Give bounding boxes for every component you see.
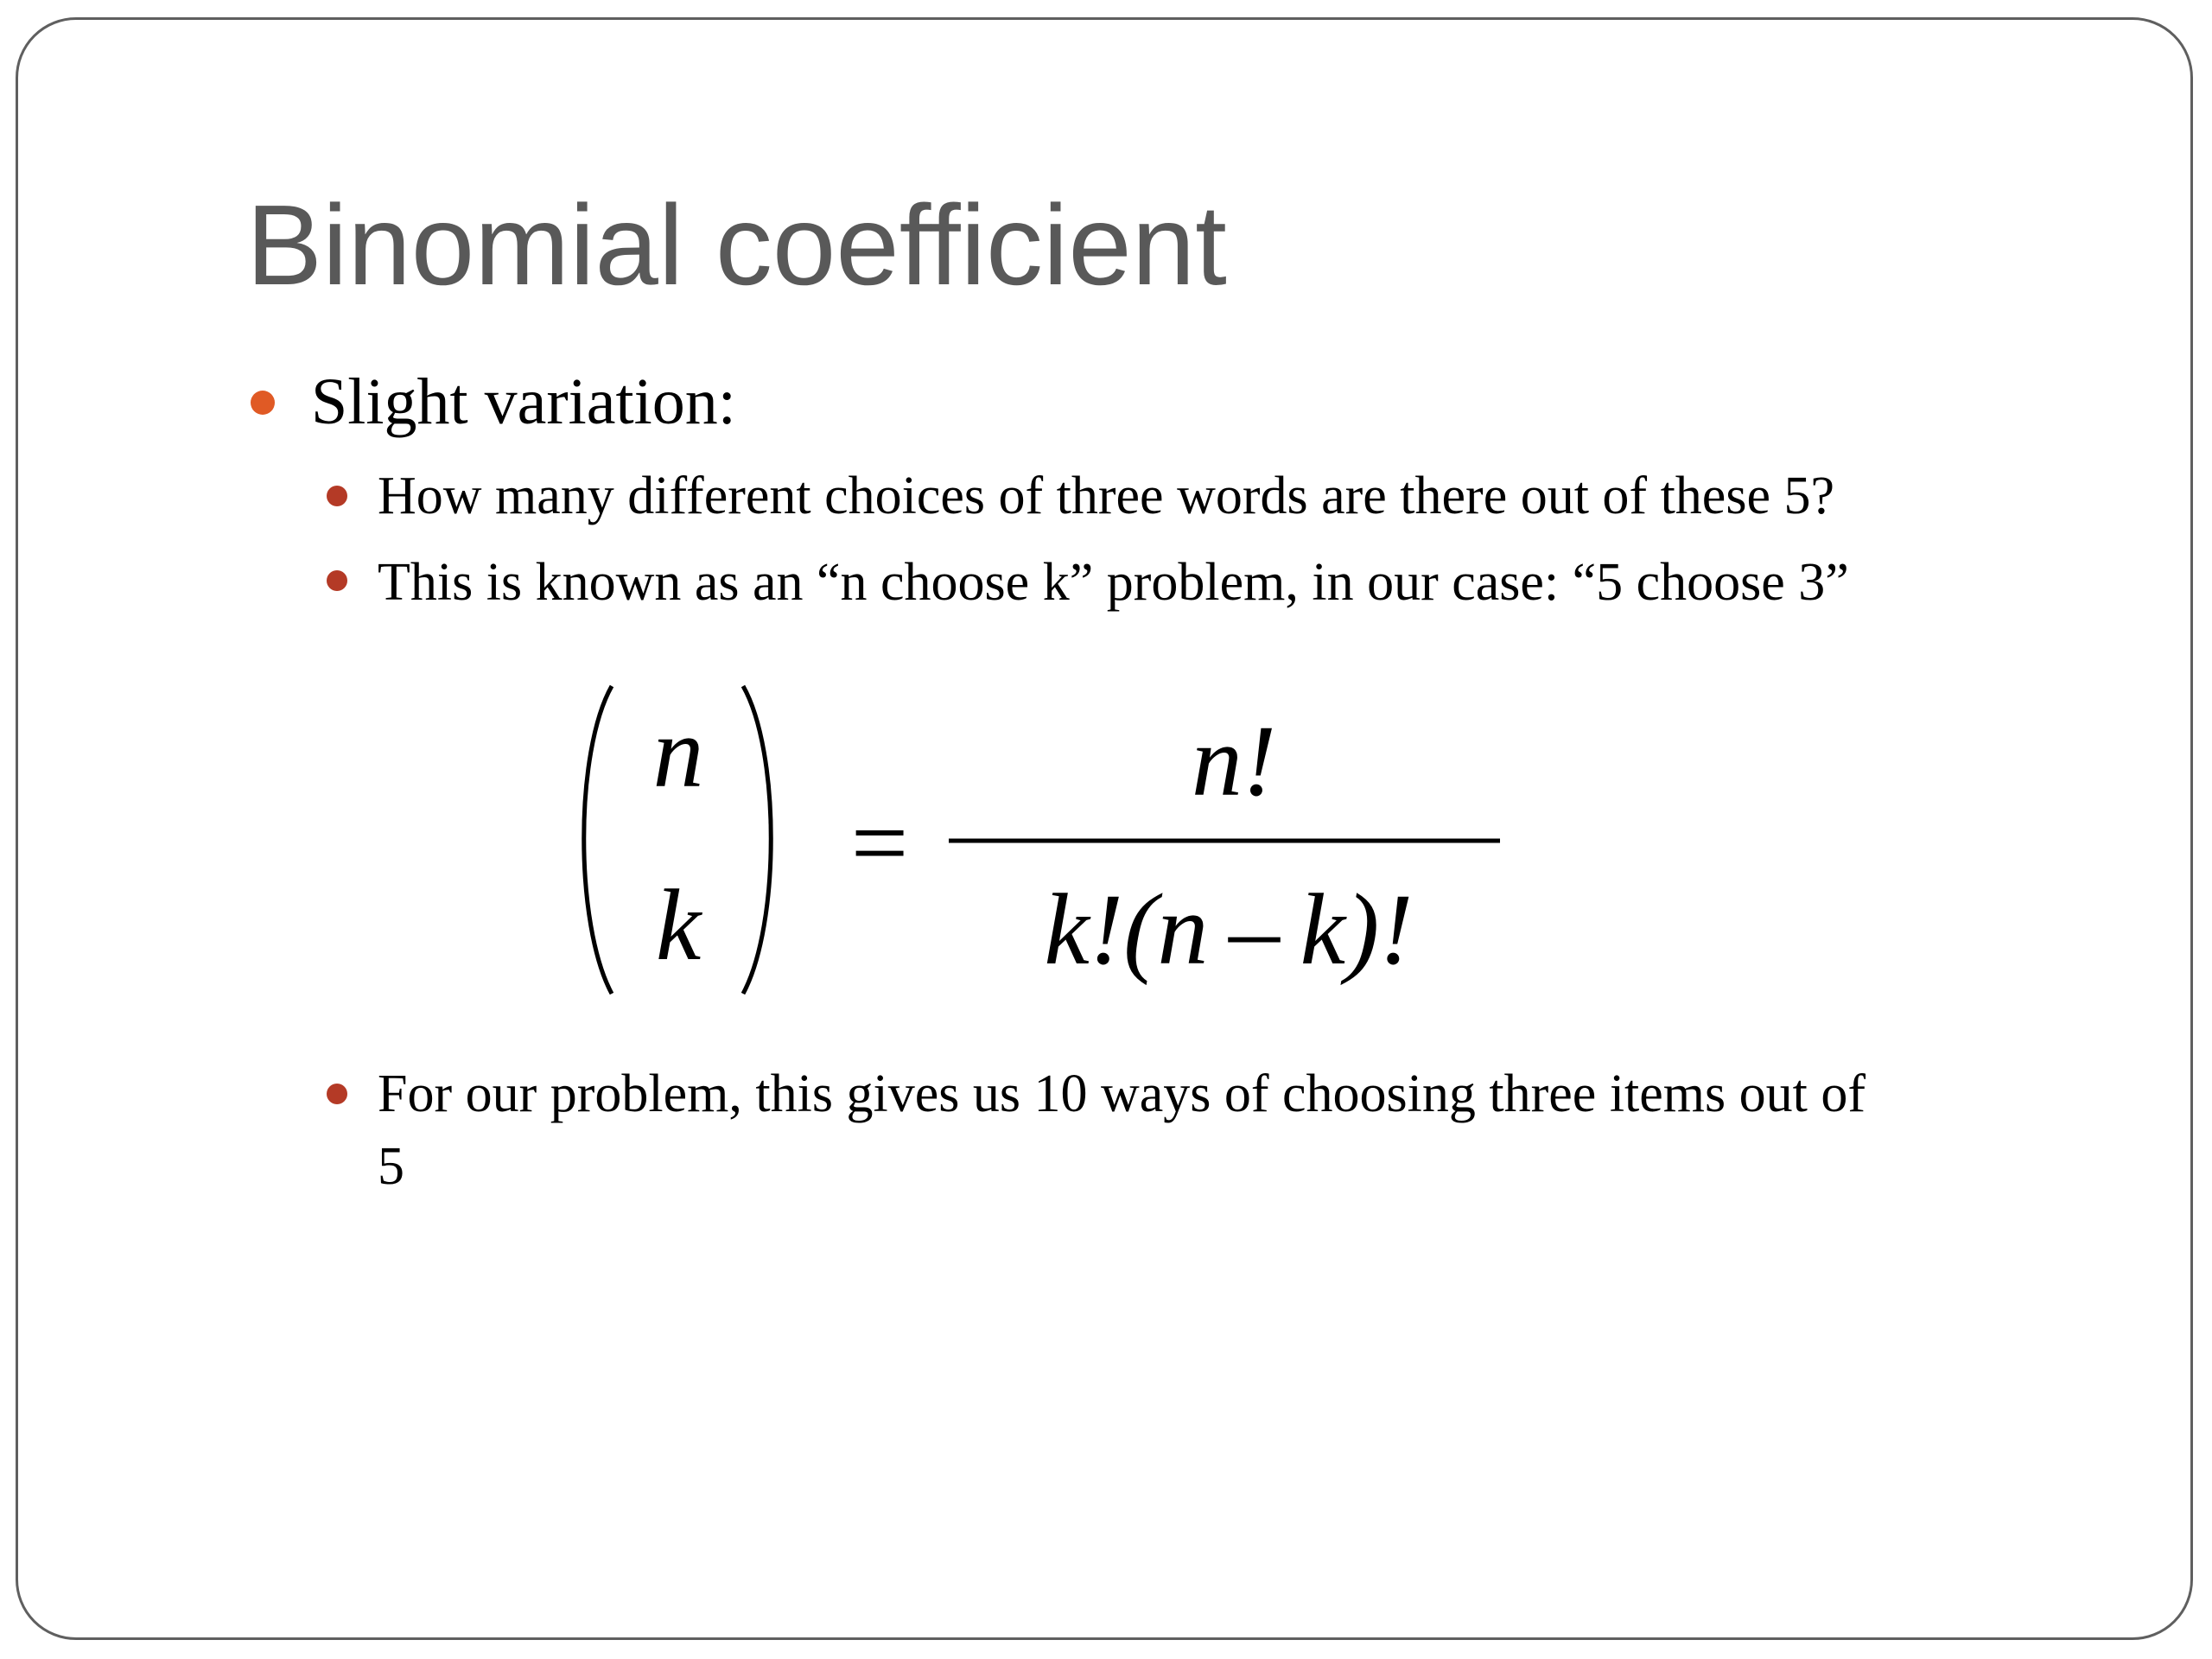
bullet-result-continuation: 5: [378, 1137, 404, 1196]
bullet-dot-level2: [327, 486, 347, 506]
slide-title: Binomial coefficient: [246, 181, 1227, 308]
binomial-top: n: [652, 696, 704, 809]
right-paren: [743, 686, 771, 994]
binomial-formula: [570, 665, 1538, 1020]
bullet-dot-level2: [327, 570, 347, 591]
binomial-bottom: k: [655, 868, 702, 982]
bullet-dot-level1: [251, 391, 275, 415]
equals-sign: =: [850, 786, 909, 899]
bullet-slight-variation: Slight variation:: [311, 365, 736, 438]
fraction-numerator: n!: [1191, 704, 1277, 817]
bullet-question: How many different choices of three words are there out of these 5?: [378, 467, 1834, 525]
bullet-dot-level2: [327, 1084, 347, 1104]
left-paren: [584, 686, 612, 994]
bullet-result: For our problem, this gives us 10 ways of choosing three items out of: [378, 1065, 1866, 1123]
bullet-n-choose-k: This is known as an “n choose k” problem, in our case: “5 choose 3”: [378, 553, 1849, 612]
fraction-denominator: k!(n – k)!: [1044, 873, 1414, 986]
